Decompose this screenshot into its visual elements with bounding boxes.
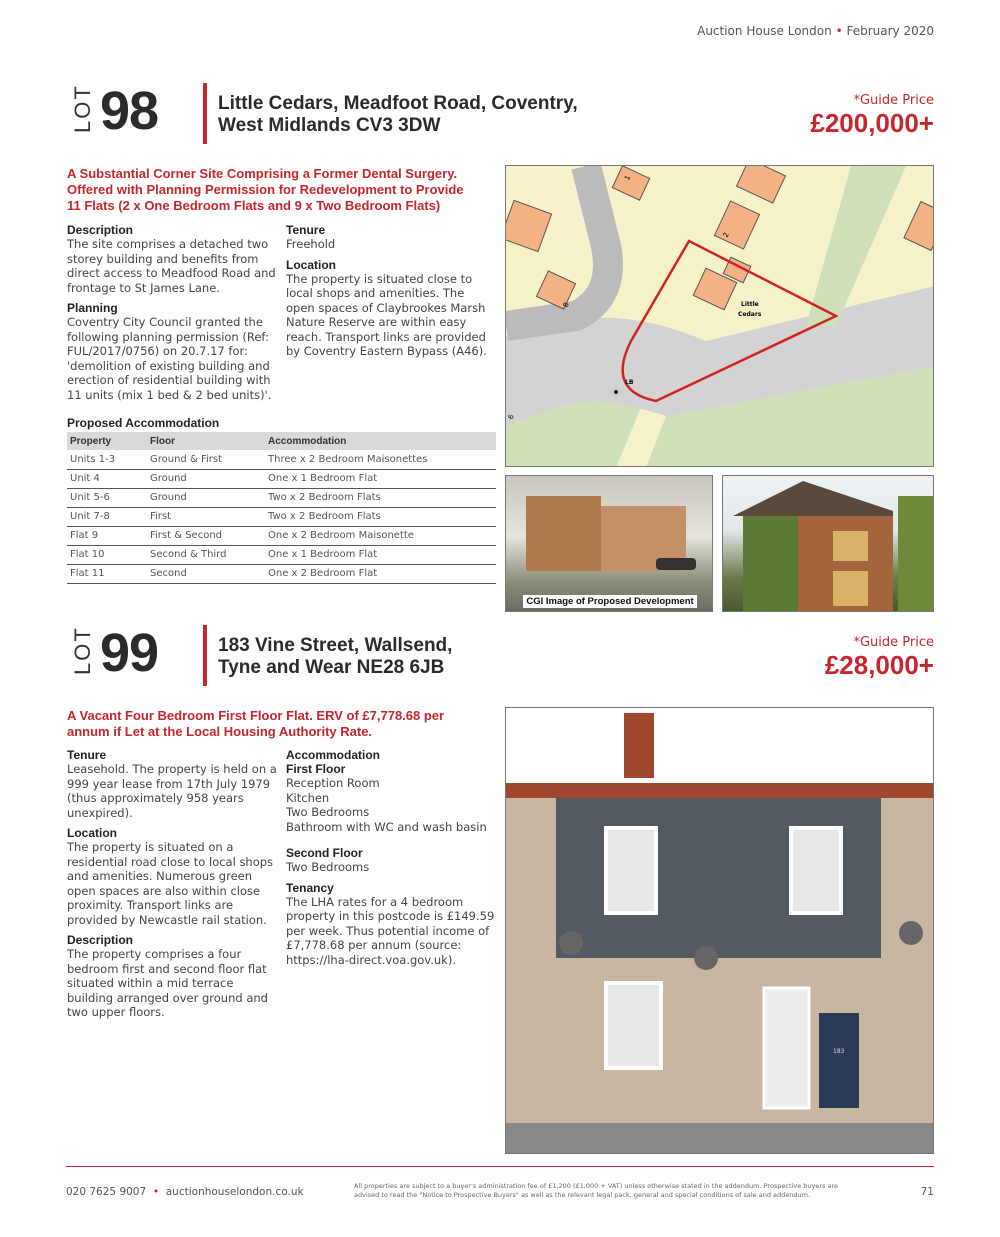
table-cell: Unit 5-6 — [67, 488, 147, 507]
lot-number: 98 — [100, 81, 159, 141]
car-shape — [656, 558, 696, 570]
guide-price-value: £28,000+ — [824, 650, 934, 680]
terrace-house-photo — [505, 707, 934, 1154]
house-illustration — [723, 476, 934, 612]
column-header: Property — [67, 432, 147, 450]
guide-price-label: *Guide Price — [853, 93, 934, 108]
house-facade-illustration — [506, 708, 934, 1154]
room-item: Bathroom with WC and wash basin — [286, 819, 487, 834]
table-cell: One x 2 Bedroom Flat — [265, 564, 496, 583]
address-line-1: 183 Vine Street, Wallsend, — [218, 635, 453, 656]
lot-address — [218, 635, 452, 679]
guide-price-block — [825, 635, 934, 681]
table-cell: Ground — [147, 488, 265, 507]
floor-title: First Floor — [286, 762, 346, 776]
table-cell: Second & Third — [147, 545, 265, 564]
page-header — [697, 24, 934, 38]
accommodation-table — [67, 432, 496, 584]
page-number: 71 — [920, 1186, 934, 1198]
cgi-development-image — [505, 475, 713, 612]
section-title: Tenure — [286, 223, 326, 237]
second-floor-section — [286, 846, 496, 875]
tenure-section — [286, 223, 494, 252]
map-plot-number: 1 — [623, 174, 633, 182]
section-text: The property comprises a four bedroom first and second floor flat situated within a mid terrace building arranged over ground and two upper floors. — [67, 947, 268, 1019]
website-link[interactable]: auctionhouselondon.co.uk — [165, 1186, 304, 1198]
tenancy-section — [286, 881, 496, 968]
section-text: Freehold — [286, 237, 336, 251]
room-item: Two Bedrooms — [286, 805, 370, 819]
room-item: Kitchen — [286, 790, 330, 805]
table-row — [67, 564, 496, 583]
bullet-separator: • — [152, 1186, 160, 1198]
issue-date: February 2020 — [846, 24, 934, 38]
footer-rule — [66, 1166, 934, 1167]
lot-label: LOT — [70, 84, 95, 133]
table-cell: Units 1-3 — [67, 450, 147, 469]
door-number: 183 — [833, 1048, 845, 1055]
table-cell: One x 1 Bedroom Flat — [265, 545, 496, 564]
table-cell: Unit 7-8 — [67, 507, 147, 526]
table-cell: One x 2 Bedroom Maisonette — [265, 526, 496, 545]
lot-divider — [203, 625, 207, 686]
bullet-separator: • — [835, 24, 843, 38]
section-text: The property is situated close to local shops and amenities. The open spaces of Claybrookes Marsh Nature Reserve are within easy reach. Transport links are provided by Coventry Eastern Bypass (A46). — [286, 271, 487, 358]
column-header: Accommodation — [265, 432, 496, 450]
table-row — [67, 507, 496, 526]
table-cell: Two x 2 Bedroom Flats — [265, 507, 496, 526]
column-header: Floor — [147, 432, 265, 450]
address-line-2: West Midlands CV3 3DW — [218, 115, 441, 136]
existing-building-photo — [722, 475, 934, 612]
lot98-left-column — [67, 223, 279, 408]
building-block — [526, 496, 601, 571]
address-line-2: Tyne and Wear NE28 6JB — [218, 657, 445, 678]
section-title: Planning — [67, 301, 118, 315]
section-title: Description — [67, 223, 134, 237]
lot-headline — [67, 166, 507, 214]
headline-line: annum if Let at the Local Housing Authority Rate. — [67, 724, 373, 739]
lot-address — [218, 93, 578, 137]
map-lb-label: LB — [625, 379, 634, 386]
table-cell: One x 1 Bedroom Flat — [265, 469, 496, 488]
room-item: Reception Room — [286, 776, 380, 790]
table-cell: Flat 10 — [67, 545, 147, 564]
lot99-right-column — [286, 748, 496, 973]
planning-section — [67, 301, 279, 402]
lot99-left-column — [67, 748, 279, 1026]
section-text: The site comprises a detached two storey building and benefits from direct access to Meadfood Road and frontage to St James Lane. — [67, 237, 276, 295]
table-cell: Flat 9 — [67, 526, 147, 545]
section-title: Location — [67, 826, 117, 840]
headline-line: 11 Flats (2 x One Bedroom Flats and 9 x Two Bedroom Flats) — [67, 198, 441, 213]
footer-contact — [66, 1186, 304, 1198]
lot-label: LOT — [70, 626, 95, 675]
location-section — [286, 258, 494, 359]
headline-line: A Substantial Corner Site Comprising a Former Dental Surgery. — [67, 166, 458, 181]
lot-number: 99 — [100, 623, 159, 683]
section-text: Coventry City Council granted the following planning permission (Ref: FUL/2017/0756) on 20.7.17 for: 'demolition of existing building and erection of residential building with 11 units (mix 1 bed & 2 bed units)'. — [67, 315, 272, 402]
site-plan-map — [505, 165, 934, 467]
table-cell: First & Second — [147, 526, 265, 545]
table-cell: Unit 4 — [67, 469, 147, 488]
table-row — [67, 545, 496, 564]
section-title: Accommodation — [286, 748, 381, 762]
lot-divider — [203, 83, 207, 144]
table-cell: Ground & First — [147, 450, 265, 469]
guide-price-value: £200,000+ — [810, 108, 934, 138]
accommodation-title — [67, 416, 219, 430]
section-title: Tenancy — [286, 880, 334, 895]
address-line-1: Little Cedars, Meadfoot Road, Coventry, — [218, 93, 578, 114]
section-title: Tenure — [67, 748, 107, 762]
section-text: The property is situated on a residential road close to local shops and amenities. Numerous green open spaces are also within close proximity. Transport links are provided by Newcastle rail station. — [67, 840, 274, 927]
lot98-right-column — [286, 223, 494, 365]
table-cell: Three x 2 Bedroom Maisonettes — [265, 450, 496, 469]
section-title: Description — [67, 933, 134, 947]
table-cell: Two x 2 Bedroom Flats — [265, 488, 496, 507]
table-row — [67, 526, 496, 545]
cgi-caption-text: CGI Image of Proposed Development — [523, 595, 696, 608]
room-item: Two Bedrooms — [286, 860, 370, 874]
table-row — [67, 469, 496, 488]
section-text: The LHA rates for a 4 bedroom property in this postcode is £149.59 per week. Thus potential income of £7,778.68 per annum (source: https://lha-direct.voa.gov.uk). — [286, 894, 495, 967]
cgi-caption — [506, 596, 713, 607]
description-section — [67, 933, 279, 1020]
accommodation-section — [286, 748, 496, 834]
location-section — [67, 826, 279, 927]
lot-headline — [67, 708, 507, 740]
map-plot-number: 2 — [721, 231, 731, 239]
footer-disclaimer: All properties are subject to a buyer's administration fee of £1,200 (£1,000 + VAT) unless otherwise stated in the addendum. Prospective buyers are advised to read the "Notice to Prospective Buyers" as well as the relevant legal pack, general and special conditions of sale and addendum. — [354, 1182, 838, 1199]
headline-line: Offered with Planning Permission for Redevelopment to Provide — [67, 182, 464, 197]
section-title: Location — [286, 257, 336, 272]
table-header-row — [67, 432, 496, 450]
floor-title: Second Floor — [286, 846, 363, 860]
map-plot-number: 8 — [561, 301, 571, 309]
map-site-label: Cedars — [738, 311, 762, 318]
map-plot-number: 6 — [506, 413, 516, 421]
guide-price-block — [810, 93, 934, 139]
table-cell: Ground — [147, 469, 265, 488]
map-site-label: Little — [741, 301, 759, 308]
section-title: Proposed Accommodation — [67, 416, 220, 430]
table-row — [67, 450, 496, 469]
headline-line: A Vacant Four Bedroom First Floor Flat. ERV of £7,778.68 per — [67, 708, 445, 723]
section-text: Leasehold. The property is held on a 999 year lease from 17th July 1979 (thus approximately 958 years unexpired). — [67, 762, 277, 820]
guide-price-label: *Guide Price — [853, 635, 934, 650]
table-cell: Flat 11 — [67, 564, 147, 583]
phone-number: 020 7625 9007 — [66, 1186, 147, 1198]
publisher-name: Auction House London — [697, 24, 832, 38]
site-plan-drawing — [506, 166, 934, 467]
table-cell: Second — [147, 564, 265, 583]
description-section — [67, 223, 279, 295]
table-row — [67, 488, 496, 507]
table-cell: First — [147, 507, 265, 526]
tenure-section — [67, 748, 279, 820]
